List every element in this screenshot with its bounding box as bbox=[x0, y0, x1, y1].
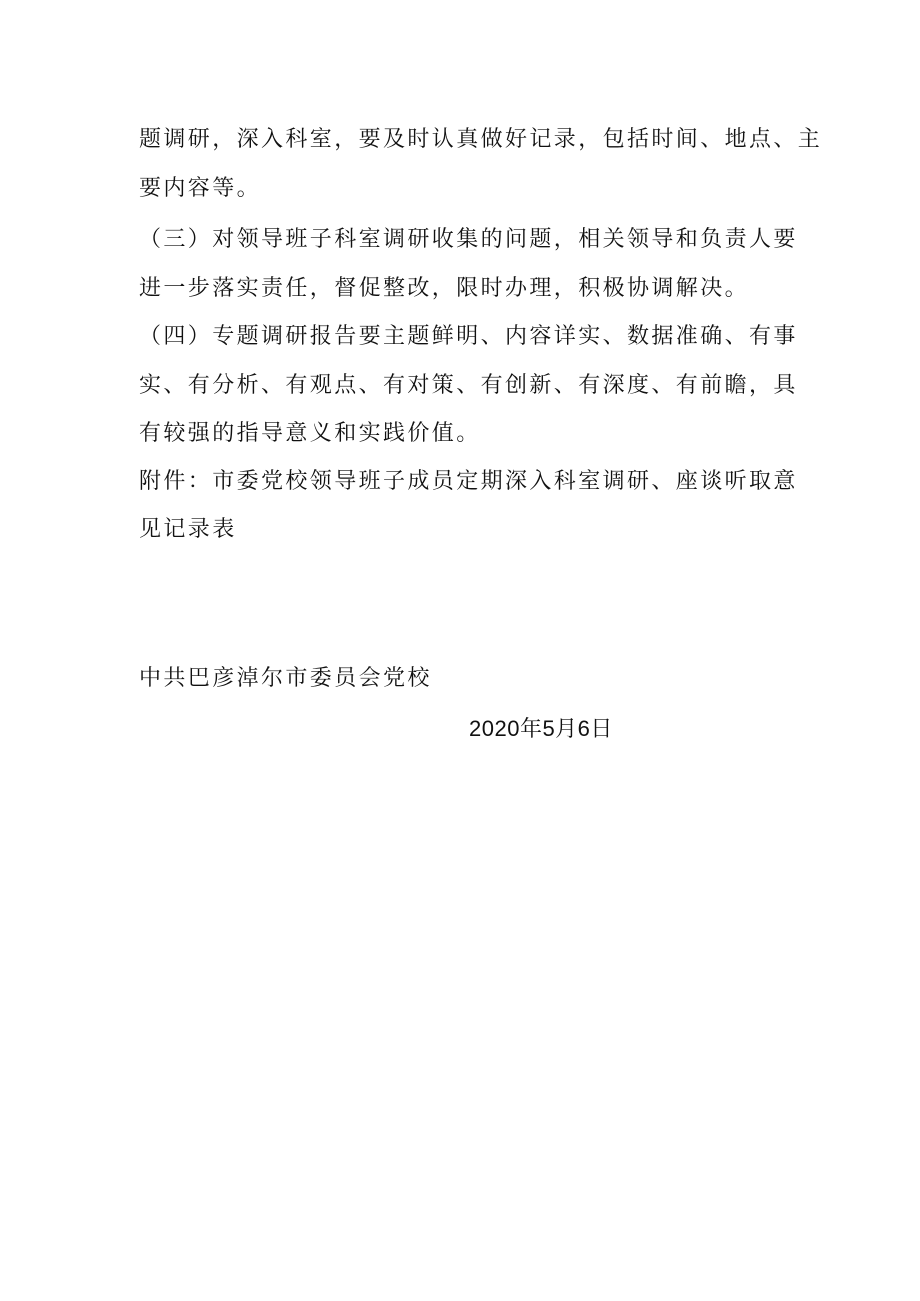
signature-date: 2020年5月6日 bbox=[469, 716, 613, 741]
attachment-line-2: 见记录表 bbox=[139, 517, 237, 542]
paragraph-4-line-1: （四）专题调研报告要主题鲜明、内容详实、数据准确、有事 bbox=[139, 324, 798, 349]
attachment-line-1: 附件：市委党校领导班子成员定期深入科室调研、座谈听取意 bbox=[139, 469, 798, 494]
paragraph-3-line-2: 进一步落实责任，督促整改，限时办理，积极协调解决。 bbox=[139, 276, 750, 301]
paragraph-4-line-3: 有较强的指导意义和实践价值。 bbox=[139, 421, 481, 446]
paragraph-4-line-2: 实、有分析、有观点、有对策、有创新、有深度、有前瞻，具 bbox=[139, 373, 798, 398]
paragraph-3-line-1: （三）对领导班子科室调研收集的问题，相关领导和负责人要 bbox=[139, 227, 798, 252]
paragraph-2-line-2: 要内容等。 bbox=[139, 176, 262, 201]
paragraph-2-line-1: 题调研，深入科室，要及时认真做好记录，包括时间、地点、主 bbox=[139, 127, 823, 152]
signature-organization: 中共巴彦淖尔市委员会党校 bbox=[139, 666, 432, 691]
